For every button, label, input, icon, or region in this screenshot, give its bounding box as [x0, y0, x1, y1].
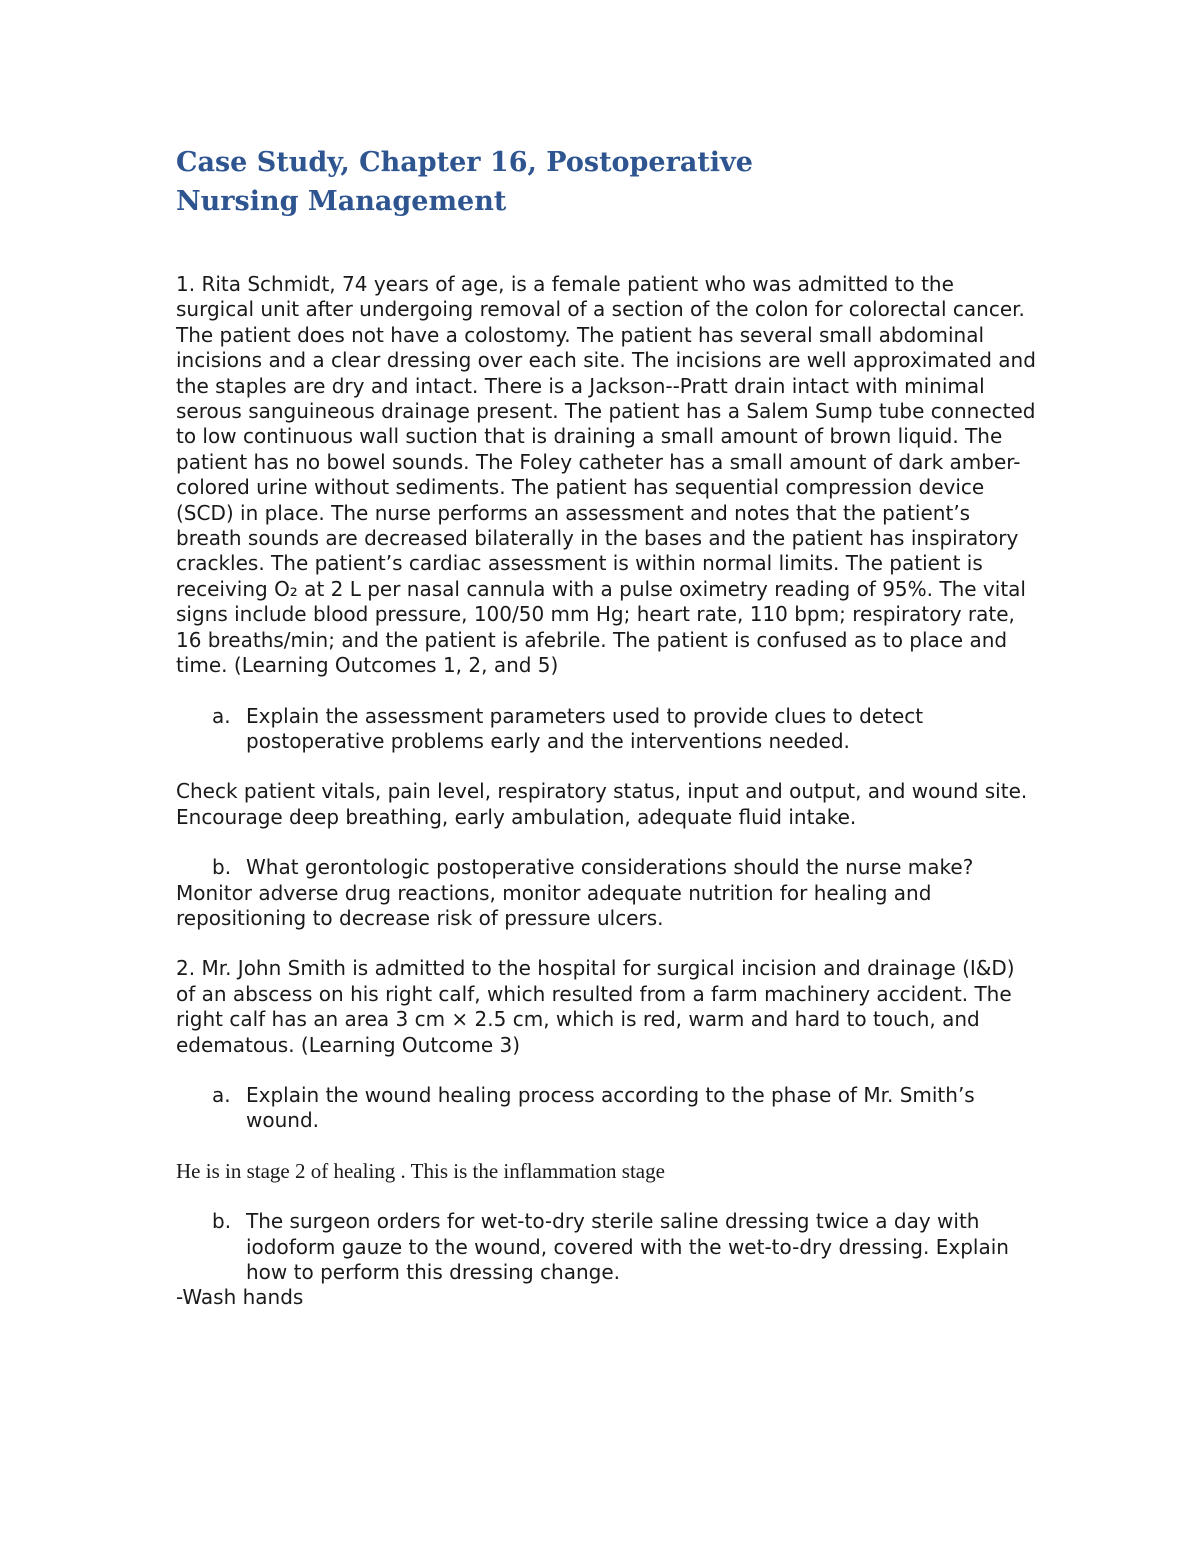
question-label: b. — [212, 1209, 232, 1234]
case-2-question-a — [176, 1083, 1036, 1134]
page-title: Case Study, Chapter 16, Postoperative Nursing Management — [176, 147, 753, 217]
case-2-scenario: 2. Mr. John Smith is admitted to the hospital for surgical incision and drainage (I&D) of an abscess on his right calf, which resulted from a farm machinery accident. The right calf has an area 3 cm × 2.5 cm, which is red, warm and hard to touch, and edematous. (Learning Outcome 3) — [176, 956, 1015, 1057]
question-label: a. — [212, 703, 231, 728]
question-text: The surgeon orders for wet-to-dry sterile saline dressing twice a day with iodoform gauze to the wound, covered with the wet-to-dry dressing. Explain how to perform this dressing change. — [246, 1209, 1009, 1284]
question-text: What gerontologic postoperative considerations should the nurse make? — [246, 855, 974, 880]
case-1-scenario: 1. Rita Schmidt, 74 years of age, is a female patient who was admitted to the surgical unit after undergoing removal of a section of the colon for colorectal cancer. The patient does not have a colostomy. The patient has several small abdominal incisions and a clear dressing over each site. The incisions are well approximated and the staples are dry and intact. There is a Jackson--Pratt drain intact with minimal serous sanguineous drainage present. The patient has a Salem Sump tube connected to low continuous wall suction that is draining a small amount of brown liquid. The patient has no bowel sounds. The Foley catheter has a small amount of dark amber-colored urine without sediments. The patient has sequential compression device (SCD) in place. The nurse performs an assessment and notes that the patient’s breath sounds are decreased bilaterally in the bases and the patient has inspiratory crackles. The patient’s cardiac assessment is within normal limits. The patient is receiving O₂ at 2 L per nasal cannula with a pulse oximetry reading of 95%. The vital signs include blood pressure, 100/50 mm Hg; heart rate, 110 bpm; respiratory rate, 16 breaths/min; and the patient is afebrile. The patient is confused as to place and time. (Learning Outcomes 1, 2, and 5) — [176, 272, 1036, 678]
case-1-answer-b: Monitor adverse drug reactions, monitor adequate nutrition for healing and repositioning to decrease risk of pressure ulcers. — [176, 880, 932, 930]
case-2-answer-a: He is in stage 2 of healing . This is the inflammation stage — [176, 1158, 665, 1183]
case-1-question-a — [176, 704, 1036, 755]
document-body — [176, 143, 1036, 1311]
case-1-question-b — [176, 855, 1036, 880]
case-2-answer-b: -Wash hands — [176, 1285, 304, 1310]
question-text: Explain the wound healing process according to the phase of Mr. Smith’s wound. — [246, 1082, 975, 1133]
case-2-question-b — [176, 1209, 1036, 1285]
question-text: Explain the assessment parameters used to provide clues to detect postoperative problems early and the interventions needed. — [246, 703, 924, 753]
question-label: b. — [212, 855, 232, 880]
question-label: a. — [212, 1082, 231, 1107]
case-1-answer-a: Check patient vitals, pain level, respiratory status, input and output, and wound site. Encourage deep breathing, early ambulation, adequate fluid intake. — [176, 779, 1028, 829]
